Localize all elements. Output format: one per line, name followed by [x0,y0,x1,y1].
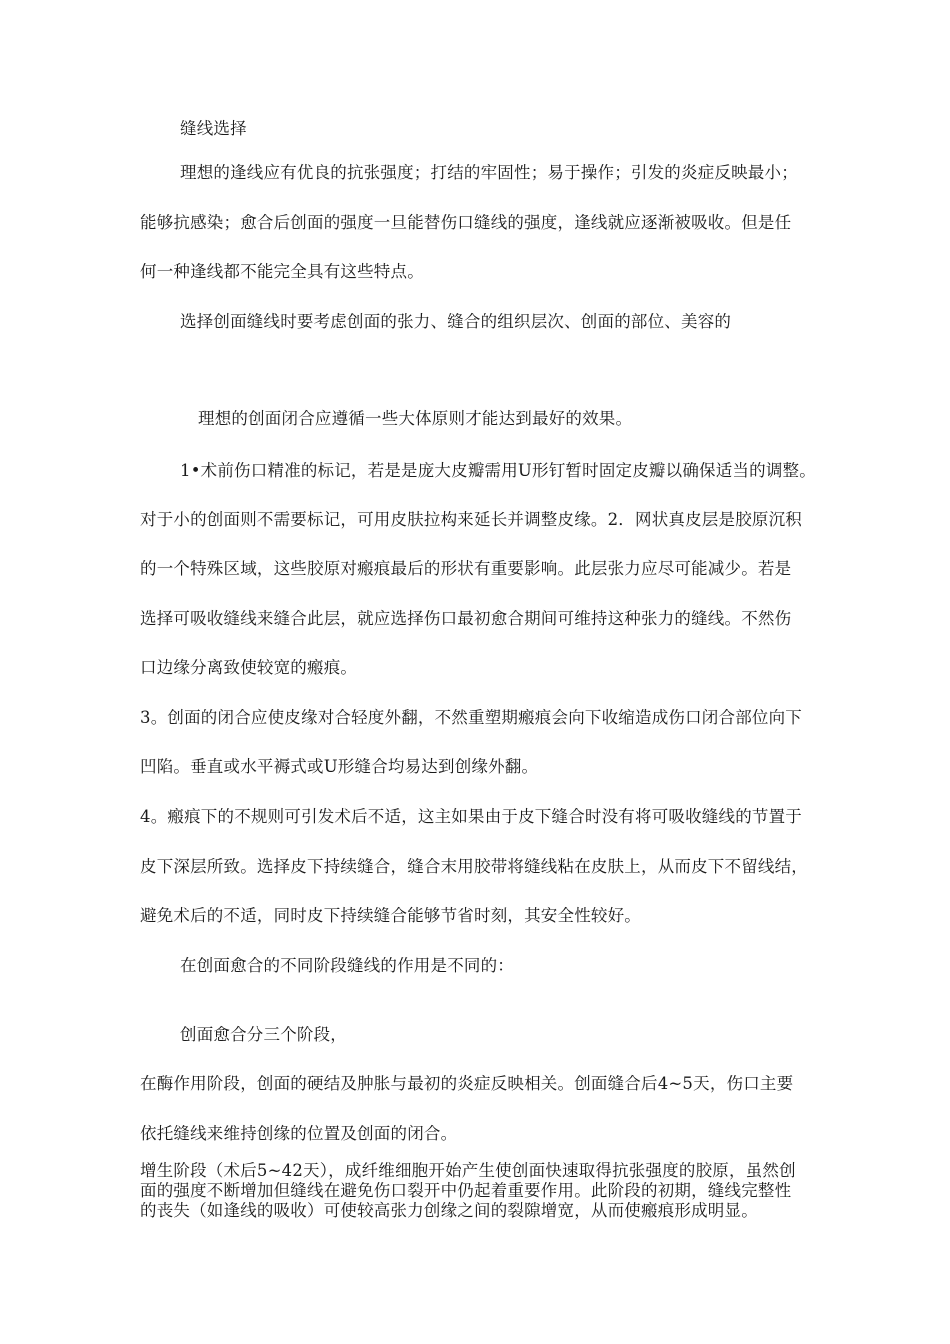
paragraph-line: 的丧失（如逢线的吸收）可使较高张力创缘之间的裂隙增宽，从而使瘢痕形成明显。 [140,1201,758,1220]
paragraph-line: 口边缘分离致使较宽的瘢痕。 [140,658,358,677]
paragraph-line: 1•术前伤口精准的标记，若是是庞大皮瓣需用U形钉暂时固定皮瓣以确保适当的调整。 [180,461,816,480]
paragraph-line: 3。创面的闭合应使皮缘对合轻度外翻，不然重塑期瘢痕会向下收缩造成伤口闭合部位向下 [140,708,802,727]
paragraph-line: 面的强度不断增加但缝线在避免伤口裂开中仍起着重要作用。此阶段的初期，缝线完整性 [140,1181,792,1200]
paragraph-line: 何一种逢线都不能完全具有这些特点。 [140,262,424,281]
paragraph-line: 在酶作用阶段，创面的硬结及肿胀与最初的炎症反映相关。创面缝合后4~5天，伤口主要 [140,1074,794,1093]
paragraph-line: 选择可吸收缝线来缝合此层，就应选择伤口最初愈合期间可维持这种张力的缝线。不然伤 [140,609,792,628]
paragraph-line: 的一个特殊区域，这些胶原对瘢痕最后的形状有重要影响。此层张力应尽可能减少。若是 [140,559,792,578]
paragraph-line: 理想的创面闭合应遵循一些大体原则才能达到最好的效果。 [198,409,633,428]
paragraph-line: 凹陷。垂直或水平褥式或U形缝合均易达到创缘外翻。 [140,757,539,776]
paragraph-line: 理想的逢线应有优良的抗张强度；打结的牢固性；易于操作；引发的炎症反映最小； [180,163,798,182]
paragraph-line: 避免术后的不适，同时皮下持续缝合能够节省时刻，其安全性较好。 [140,906,641,925]
paragraph-line: 选择创面缝线时要考虑创面的张力、缝合的组织层次、创面的部位、美容的 [180,312,732,331]
paragraph-line: 增生阶段（术后5~42天），成纤维细胞开始产生使创面快速取得抗张强度的胶原，虽然创 [140,1161,796,1180]
paragraph-line: 能够抗感染；愈合后创面的强度一旦能替伤口缝线的强度，逢线就应逐渐被吸收。但是任 [140,213,792,232]
paragraph-line: 在创面愈合的不同阶段缝线的作用是不同的： [180,956,514,975]
paragraph-line: 创面愈合分三个阶段， [180,1025,347,1044]
paragraph-line: 4。瘢痕下的不规则可引发术后不适，这主如果由于皮下缝合时没有将可吸收缝线的节置于 [140,807,802,826]
section-heading: 缝线选择 [180,119,247,138]
paragraph-line: 依托缝线来维持创缘的位置及创面的闭合。 [140,1124,458,1143]
paragraph-line: 对于小的创面则不需要标记，可用皮肤拉构来延长并调整皮缘。2．网状真皮层是胶原沉积 [140,510,802,529]
paragraph-line: 皮下深层所致。选择皮下持续缝合，缝合末用胶带将缝线粘在皮肤上，从而皮下不留线结， [140,857,808,876]
